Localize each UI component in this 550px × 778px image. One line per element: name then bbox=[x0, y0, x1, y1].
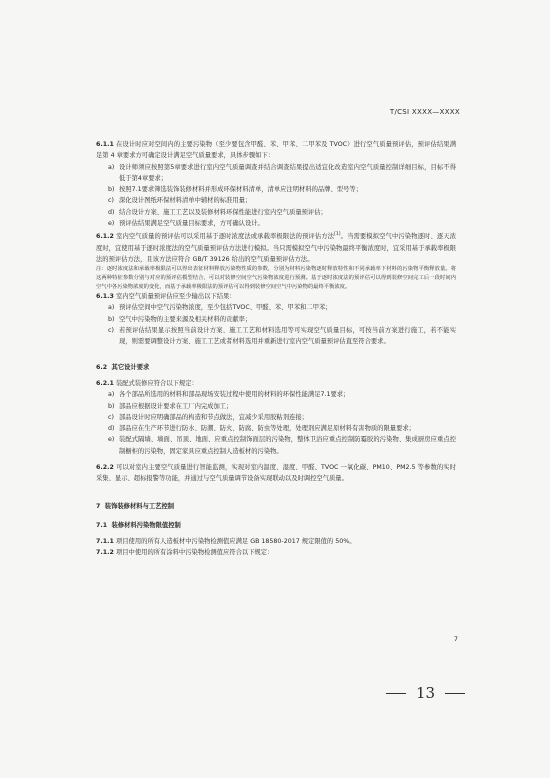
clause-text: 可以对室内主要空气质量进行智能监测，实现对室内温度、湿度、甲醛、TVOC 一氧化碳、PM10、PM2.5 等参数的实时采集、显示、超标报警等功能，并通过与空气质量调节设备实现联动以及时调控空气质量。 bbox=[96, 464, 456, 483]
inner-page-number: 7 bbox=[453, 635, 458, 643]
folio-dash-left bbox=[386, 693, 406, 694]
list-item: e) 装配式隔墙、墙面、吊顶、地面、应重点控制饰面层的污染物，整体卫浴应重点控制防霉胶的污染物、集成厨房应重点控制橱柜的污染物，固定家具应重点控制人造板材的污染物。 bbox=[108, 436, 456, 455]
clause-number: 6.1.3 bbox=[96, 293, 114, 301]
clause-text: 装配式装修应符合以下规定： bbox=[115, 379, 198, 387]
list-item: b) 空气中污染物的主要来源及相关材料的贡献率； bbox=[108, 315, 252, 323]
clause-text: 项目中使用的所有涂料中污染物检测值应符合以下规定： bbox=[115, 549, 274, 557]
clause-7-1-2 bbox=[96, 547, 456, 558]
page-content bbox=[96, 139, 456, 559]
clause-number: 6.1.2 bbox=[96, 233, 114, 241]
clause-text-continued: 。当需要模拟空气中污染物逐时、逐天浓度时，宜使用基于逐时浓度法的空气质量预评估方法进行模拟。当只需模拟空气中污染物最终平衡浓度时，宜采用基于承载率极限法的预评估方法，且该方法应符合 GB/T 39126 给出的空气质量预评估方法。 bbox=[96, 233, 456, 264]
clause-number: 7.1.2 bbox=[96, 549, 114, 557]
page-folio bbox=[386, 684, 465, 702]
clause-6-1-2 bbox=[96, 229, 456, 265]
list-item: a) 各个部品所选用的材料和部品现场安装过程中使用的材料的环保性能满足7.1要求； bbox=[108, 391, 350, 399]
clause-number: 6.2.2 bbox=[96, 464, 114, 471]
folio-number: 13 bbox=[416, 684, 436, 702]
folio-dash-right bbox=[445, 693, 465, 694]
clause-number: 6.1.1 bbox=[96, 141, 114, 148]
clause-text: 项目使用的所有人造板材中污染物检测值应满足 GB 18580-2017 规定限值的 50%。 bbox=[115, 538, 356, 546]
list-item: c) 部品设计时应明确部品的构造和节点做法，宜减少采用胶粘剂连接； bbox=[108, 413, 308, 421]
list-item: c) 深化设计图纸环保材料清单中辅材的标准用量； bbox=[108, 197, 252, 205]
clause-6-2-2 bbox=[96, 462, 456, 485]
list-item: d) 部品应在生产环节进行防水、防潮、防火、防腐、防虫等处理，处理剂应满足原材料有害物质的限量要求； bbox=[108, 425, 415, 433]
section-heading-7-1: 7.1 装修材料污染物限值控制 bbox=[96, 521, 181, 529]
list-6-1-3 bbox=[96, 302, 456, 347]
list-item: a) 设计师须应按照第5章要求进行室内空气质量调查并结合调查结果提出适宜化改造室内空气质量控制详细目标，目标不得低于第4章要求； bbox=[108, 163, 456, 182]
list-item: b) 部品应根据设计要求在工厂内完成加工； bbox=[108, 402, 233, 410]
chapter-heading-7: 7 装饰装修材料与工艺控制 bbox=[96, 502, 175, 510]
clause-number: 6.2.1 bbox=[96, 379, 114, 387]
reference-mark: [1] bbox=[334, 232, 341, 238]
list-6-1-1 bbox=[96, 162, 456, 230]
list-item: a) 预评估空间中空气污染物浓度，至少包括TVOC、甲醛、苯、甲苯和二甲苯； bbox=[108, 304, 332, 312]
list-item: c) 若预评估结果显示按照当前设计方案、施工工艺和材料选用等可实现空气质量目标，可按当前方案进行施工，若不能实现，则需要调整设计方案、施工工艺或者材料选用并重新进行室内空气质量预评估直至符合要求。 bbox=[108, 327, 456, 346]
list-item: e) 预评估结果满足空气质量目标要求，方可确认设计。 bbox=[108, 220, 264, 228]
section-heading-6-2: 6.2 其它设计要求 bbox=[96, 363, 150, 371]
note-6-1-2: 注：逐时浓度法和承载率极限法可以得出表征材料释放污染物性质的参数，分别为材料污染物逐时释放特性和不同承载率下材料的污染物平衡释放量。将这两种特征参数分别与对应的预评估模型结合，可以对装修空间空气污染物浓度进行预测。基于逐时浓度法的预评估可以得到装修空间完工后一段时间内空气中各污染物浓度的变化，而基于承载率极限法的预评估可以得到装修空间空气中污染物的最终平衡浓度。 bbox=[96, 266, 456, 290]
clause-text: 室内空气质量预评估应至少输出以下结果： bbox=[115, 293, 236, 301]
standard-code: T/CSI XXXX—XXXX bbox=[389, 108, 460, 116]
list-item: d) 结合设计方案、施工工艺以及装修材料环保性能进行室内空气质量预评估； bbox=[108, 208, 327, 216]
list-item: b) 按照7.1要求筛选装饰装修材料并形成环保材料清单，清单应注明材料的品牌、型号等； bbox=[108, 186, 362, 194]
list-6-2-1 bbox=[96, 389, 456, 457]
clause-6-1-3 bbox=[96, 291, 456, 302]
clause-7-1-1 bbox=[96, 536, 456, 547]
clause-6-1-1 bbox=[96, 139, 456, 162]
clause-text: 在设计时应对空间内的主要污染物（至少要包含甲醛、苯、甲苯、二甲苯及 TVOC）进行空气质量预评估，预评估结果满足第 4 章要求方可确定设计满足空气质量要求，具体步骤如下： bbox=[96, 141, 456, 160]
clause-text: 室内空气质量的预评估可以采用基于逐时浓度法或承载率极限法的预评估方法 bbox=[116, 233, 335, 241]
clause-number: 7.1.1 bbox=[96, 538, 114, 546]
clause-6-2-1 bbox=[96, 378, 456, 389]
